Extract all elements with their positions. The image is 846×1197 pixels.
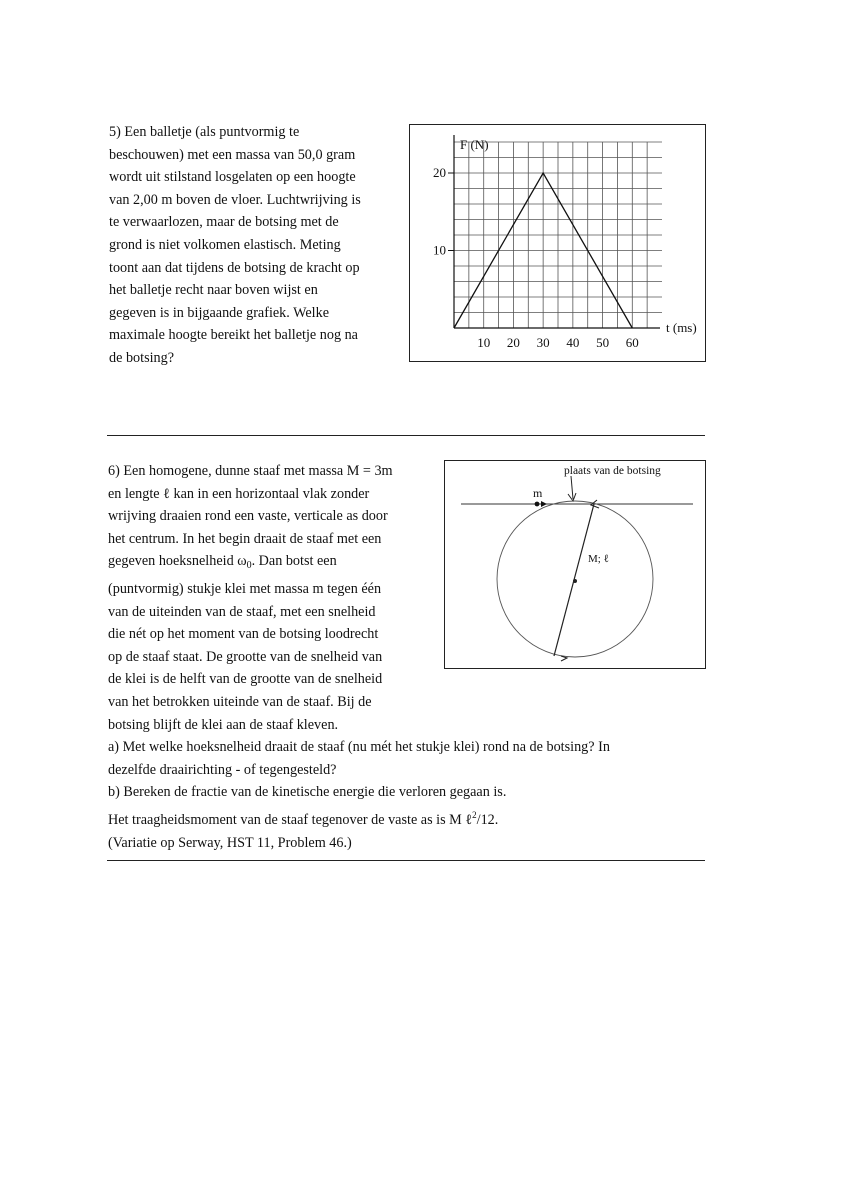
divider [107,435,705,436]
problem-6-line: op de staaf staat. De grootte van de snelheid van [108,648,383,665]
collision-pointer-arrowhead [568,493,576,501]
text-part: Het traagheidsmoment van de staaf tegenover de vaste as is M ℓ [108,811,473,828]
x-axis-label: t (ms) [666,320,697,335]
problem-6-line: dezelfde draairichting - of tegengesteld? [108,761,337,778]
problem-5-line: wordt uit stilstand losgelaten op een hoogte [109,169,356,186]
force-time-graph-frame [409,124,706,362]
problem-6-line: wrijving draaien rond een vaste, verticale as door [108,508,388,525]
text-part: /12. [476,811,499,828]
text-part: gegeven hoeksnelheid ω [108,553,247,570]
problem-6-line: (Variatie op Serway, HST 11, Problem 46.) [108,834,352,851]
problem-6-line: de klei is de helft van de grootte van de snelheid [108,671,383,688]
rod-label: M; ℓ [588,553,609,565]
problem-5-line: van 2,00 m boven de vloer. Luchtwrijving is [109,191,361,208]
collision-pointer-arrow [571,476,573,499]
ell-symbol: ℓ [163,485,170,502]
problem-6-line: a) Met welke hoeksnelheid draait de staaf (nu mét het stukje klei) rond na de botsing? In [108,739,610,756]
problem-6-line: 6) Een homogene, dunne staaf met massa M = 3m [108,463,393,479]
superscript: 2 [472,809,477,820]
problem-5-line: toont aan dat tijdens de botsing de kracht op [109,259,360,276]
problem-5-line: 5) Een balletje (als puntvormig te [109,124,300,140]
y-axis-label: F (N) [460,137,489,152]
text-part: kan in een horizontaal vlak zonder [169,485,370,502]
problem-6-line: b) Bereken de fractie van de kinetische energie die verloren gegaan is. [108,784,507,801]
problem-6-line: het centrum. In het begin draait de staaf met een [108,530,382,547]
divider [107,860,705,861]
x-tick-label: 60 [625,335,639,350]
collision-place-label: plaats van de botsing [564,465,661,477]
problem-5-line: de botsing? [109,349,175,366]
problem-6-line: van de uiteinden van de staaf, met een snelheid [108,603,376,620]
rod-center-dot [573,579,577,583]
text-part: en lengte [108,485,164,502]
y-tick-label: 10 [433,242,446,258]
problem-5-text [109,121,361,370]
subscript: 0 [246,560,252,572]
rod-diagram [445,461,705,668]
problem-5-line: maximale hoogte bereikt het balletje nog na [109,327,358,344]
text-part: . Dan botst een [251,553,337,570]
clay-mass-dot [535,502,540,507]
rod-collision-figure [444,460,706,669]
x-tick-label: 10 [477,335,491,350]
x-tick-label: 40 [566,335,580,350]
problem-5-line: te verwaarlozen, maar de botsing met de [109,214,339,231]
problem-5-line: gegeven is in bijgaande grafiek. Welke [109,304,329,321]
problem-6-line [108,804,610,832]
problem-6-line: (puntvormig) stukje klei met massa m tegen één [108,580,382,597]
problem-6-line: botsing blijft de klei aan de staaf kleven. [108,716,339,733]
problem-5-line: beschouwen) met een massa van 50,0 gram [109,146,356,163]
x-tick-label: 20 [506,335,520,350]
problem-5-line: grond is niet volkomen elastisch. Meting [109,236,341,253]
x-tick-label: 50 [596,335,610,350]
x-tick-label: 30 [536,335,550,350]
y-tick-label: 20 [433,165,446,180]
force-time-chart [410,125,705,361]
problem-6-line: die nét op het moment van de botsing loodrecht [108,626,379,643]
problem-6-line: van het betrokken uiteinde van de staaf. Bij de [108,693,372,710]
problem-5-line: het balletje recht naar boven wijst en [109,282,318,299]
mass-label: m [533,486,543,500]
